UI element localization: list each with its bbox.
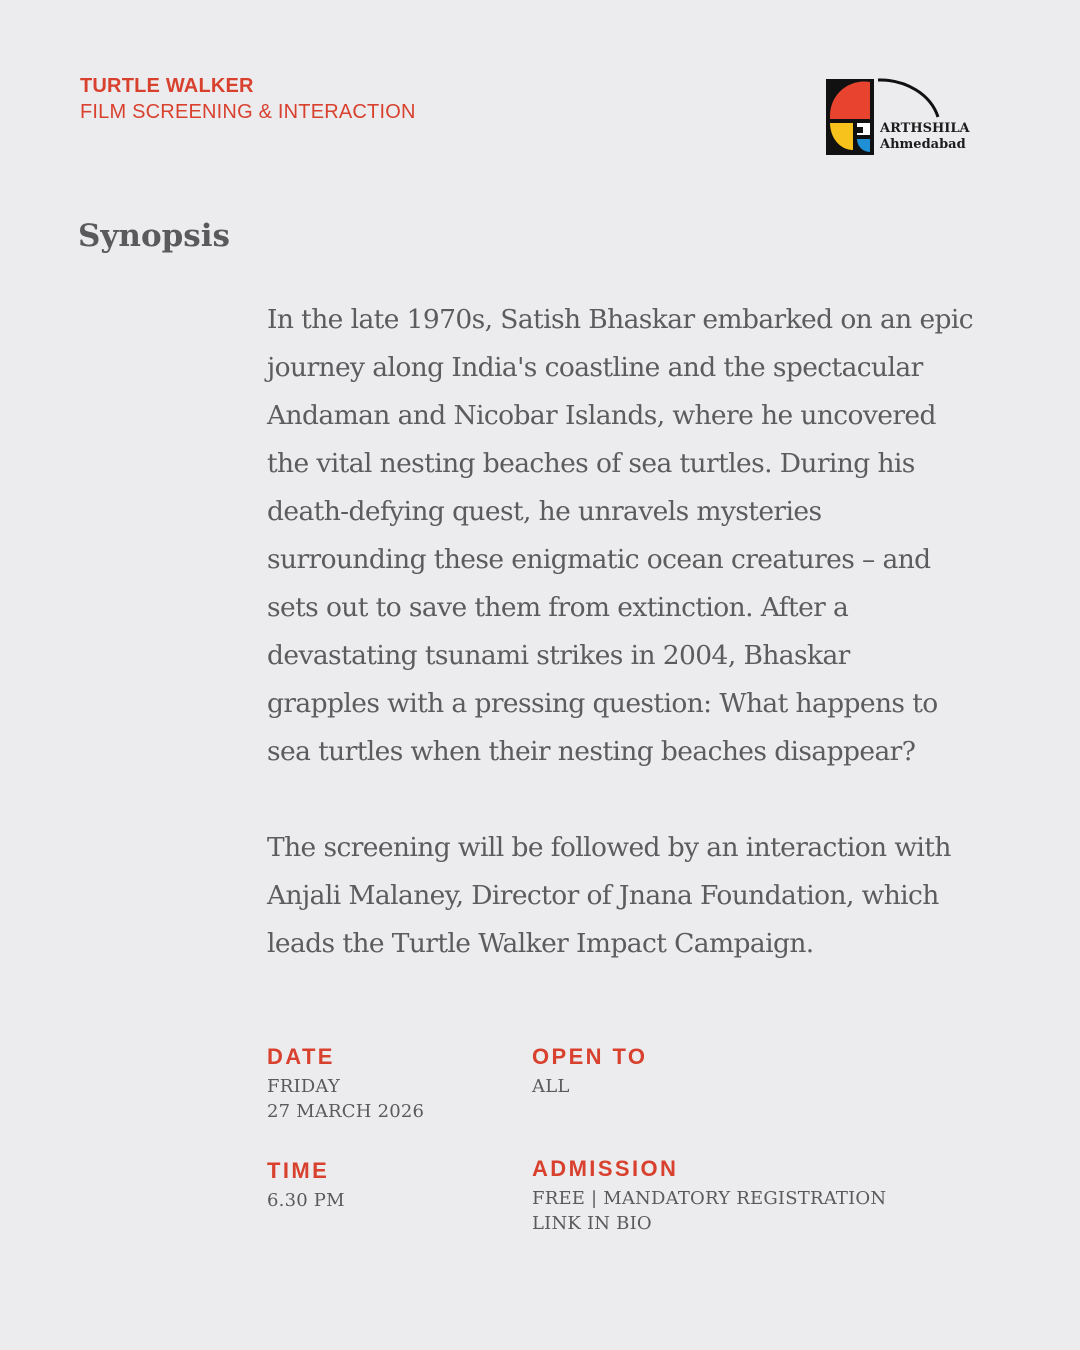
interaction-line: Anjali Malaney, Director of Jnana Foundation, which [267, 880, 939, 911]
synopsis-line: grapples with a pressing question: What happens to [267, 688, 938, 719]
date-day: FRIDAY [267, 1076, 340, 1097]
interaction-line: The screening will be followed by an interaction with [267, 832, 951, 863]
synopsis-paragraph [267, 296, 987, 776]
synopsis-line: Andaman and Nicobar Islands, where he uncovered [267, 400, 936, 431]
interaction-paragraph [267, 824, 987, 968]
synopsis-line: sea turtles when their nesting beaches disappear? [267, 736, 916, 767]
synopsis-line: devastating tsunami strikes in 2004, Bhaskar [267, 640, 850, 671]
open-to-block [532, 1044, 647, 1099]
open-to-label: OPEN TO [532, 1044, 648, 1069]
date-label: DATE [267, 1044, 335, 1069]
synopsis-line: surrounding these enigmatic ocean creatures – and [267, 544, 931, 575]
event-subtitle: FILM SCREENING & INTERACTION [80, 101, 416, 123]
admission-block [532, 1156, 886, 1236]
arthshila-logo [826, 77, 986, 157]
time-label: TIME [267, 1158, 330, 1183]
synopsis-line: In the late 1970s, Satish Bhaskar embarked on an epic [267, 304, 974, 335]
admission-value: FREE | MANDATORY REGISTRATION [532, 1188, 887, 1209]
admission-label: ADMISSION [532, 1156, 679, 1181]
event-header [80, 75, 416, 124]
synopsis-line: journey along India's coastline and the spectacular [267, 352, 923, 383]
logo-city: Ahmedabad [880, 137, 966, 152]
interaction-line: leads the Turtle Walker Impact Campaign. [267, 928, 814, 959]
date-value: 27 MARCH 2026 [267, 1101, 425, 1122]
open-to-value: ALL [532, 1076, 570, 1097]
synopsis-line: sets out to save them from extinction. After a [267, 592, 849, 623]
logo-text [880, 121, 970, 153]
synopsis-line: the vital nesting beaches of sea turtles. During his [267, 448, 915, 479]
logo-name: ARTHSHILA [880, 121, 970, 136]
synopsis-heading: Synopsis [78, 218, 230, 254]
date-block [267, 1044, 424, 1124]
event-title: TURTLE WALKER [80, 75, 254, 97]
admission-note: LINK IN BIO [532, 1213, 652, 1234]
synopsis-text [267, 296, 987, 968]
time-value: 6.30 PM [267, 1190, 345, 1211]
synopsis-line: death-defying quest, he unravels mysteries [267, 496, 822, 527]
time-block [267, 1158, 345, 1213]
